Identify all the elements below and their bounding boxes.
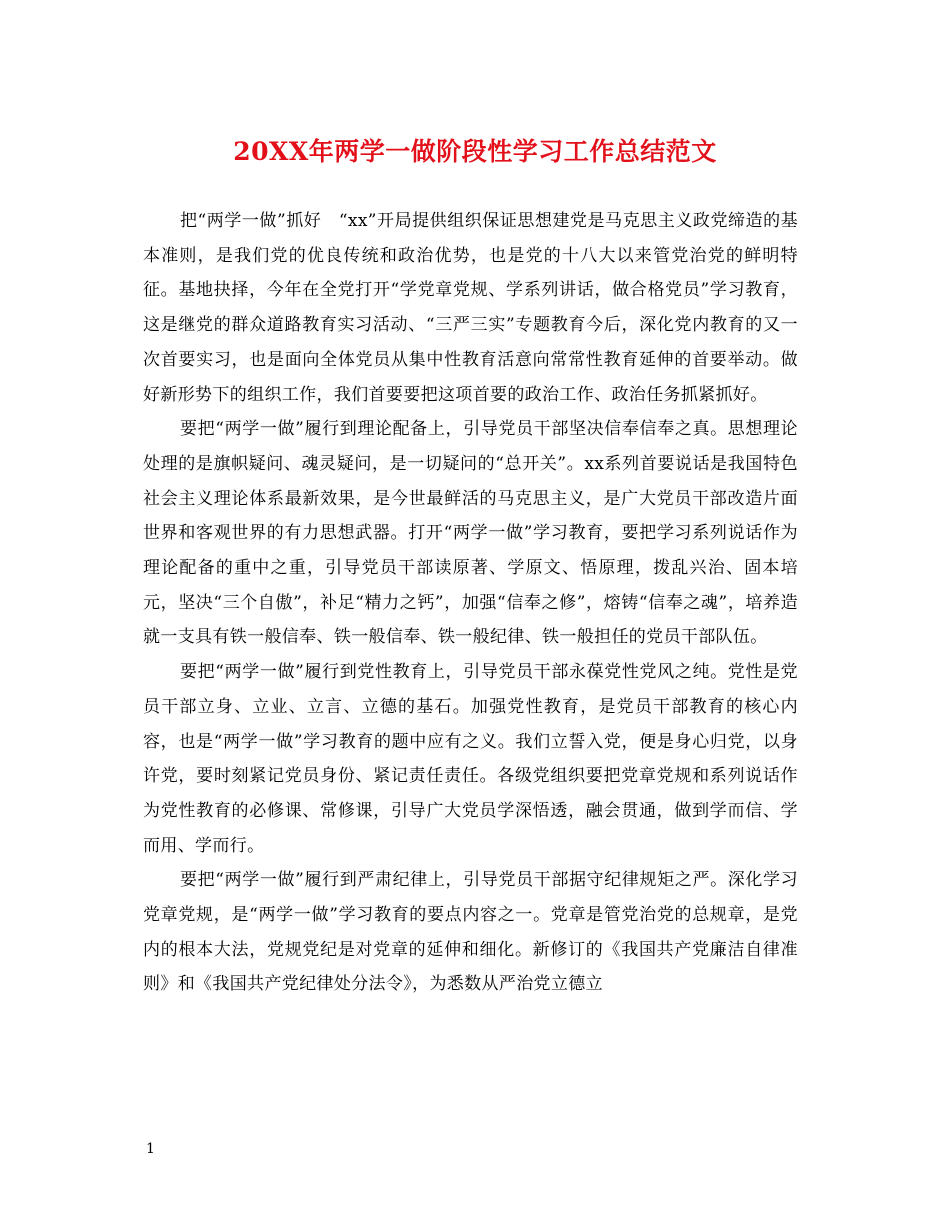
- document-body: [143, 204, 798, 1002]
- page-number: 1: [146, 1141, 155, 1157]
- paragraph-3: 要把“两学一做”履行到党性教育上，引导党员干部永葆党性党风之纯。党性是党员干部立身、立业、立言、立德的基石。加强党性教育，是党员干部教育的核心内容，也是“两学一做”学习教育的题中应有之义。我们立誓入党，便是身心归党，以身许党，要时刻紧记党员身份、紧记责任责任。各级党组织要把党章党规和系列说话作为党性教育的必修课、常修课，引导广大党员学深悟透，融会贯通，做到学而信、学而用、学而行。: [143, 662, 798, 856]
- paragraph-1: 把“两学一做”抓好 “xx”开局提供组织保证思想建党是马克思主义政党缔造的基本准则，是我们党的优良传统和政治优势，也是党的十八大以来管党治党的鲜明特征。基地抉择，今年在全党打开“学党章党规、学系列讲话，做合格党员”学习教育，这是继党的群众道路教育实习活动、“三严三实”专题教育今后，深化党内教育的又一次首要实习，也是面向全体党员从集中性教育活意向常常性教育延伸的首要举动。做好新形势下的组织工作，我们首要要把这项首要的政治工作、政治任务抓紧抓好。: [143, 211, 798, 405]
- paragraph-2: 要把“两学一做”履行到理论配备上，引导党员干部坚决信奉信奉之真。思想理论处理的是旗帜疑问、魂灵疑问，是一切疑问的“总开关”。xx系列首要说话是我国特色社会主义理论体系最新效果，是今世最鲜活的马克思主义，是广大党员干部改造片面世界和客观世界的有力思想武器。打开“两学一做”学习教育，要把学习系列说话作为理论配备的重中之重，引导党员干部读原著、学原文、悟原理，拨乱兴治、固本培元，坚决“三个自傲”，补足“精力之钙”，加强“信奉之修”，熔铸“信奉之魂”，培养造就一支具有铁一般信奉、铁一般信奉、铁一般纪律、铁一般担任的党员干部队伍。: [143, 419, 798, 648]
- document-title: 20XX年两学一做阶段性学习工作总结范文: [233, 137, 717, 166]
- paragraph-4: 要把“两学一做”履行到严肃纪律上，引导党员干部据守纪律规矩之严。深化学习党章党规，是“两学一做”学习教育的要点内容之一。党章是管党治党的总规章，是党内的根本大法，党规党纪是对党章的延伸和细化。新修订的《我国共产党廉洁自律准则》和《我国共产党纪律处分法令》，为悉数从严治党立德立: [143, 870, 798, 995]
